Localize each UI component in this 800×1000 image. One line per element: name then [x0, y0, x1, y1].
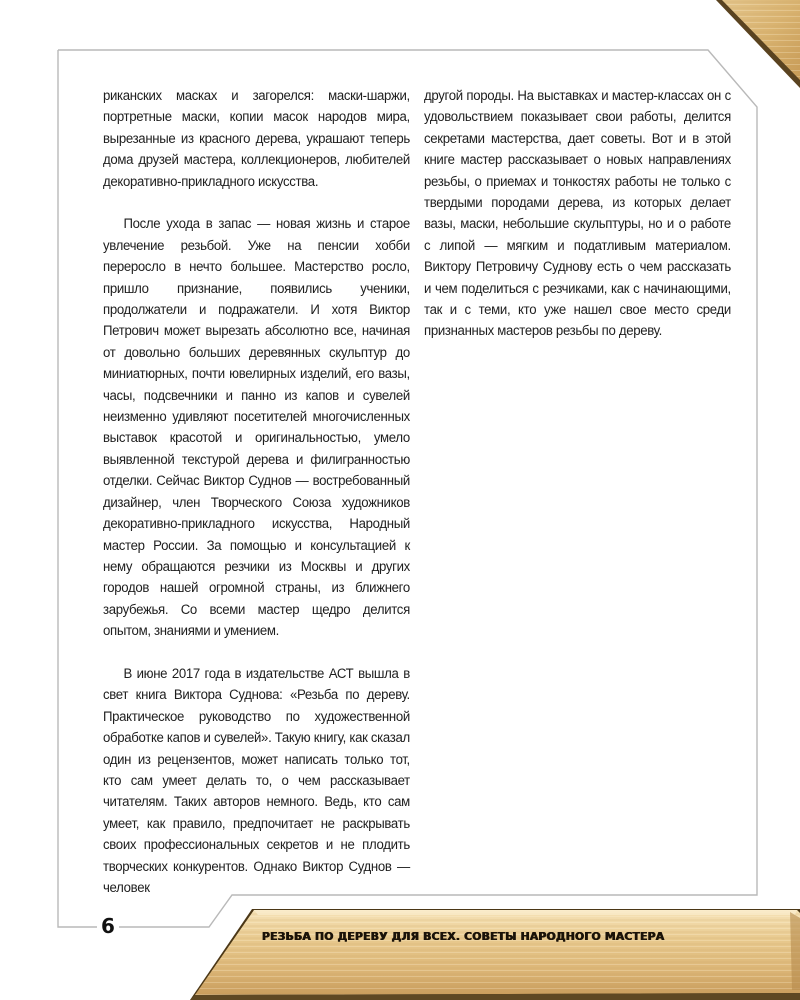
paragraph: другой породы. На выставках и мастер-классах он с удовольствием показывает свои работы, делится секретами мастерства, дает советы. Вот и в этой книге мастер рассказывает о новых направлениях резьбы, о приемах и тонкостях работы не только с твердыми породами дерева, из которых делает вазы, маски, небольшие скульптуры, но и о работе с липой — мягким и податливым материалом. Виктору Петровичу Суднову есть о чем рассказать и чем поделиться с резчиками, как с начинающими, так и с теми, кто уже нашел свое место среди признанных мастеров резьбы по дереву.: [424, 88, 731, 340]
wood-plank-footer-icon: [190, 909, 800, 1000]
text-column-left: [103, 86, 410, 899]
paragraph: риканских масках и загорелся: маски-шаржи, портретные маски, копии масок народов мира, вырезанные из красного дерева, украшают теперь дома друзей мастера, коллекционеров, любителей декоративно-прикладного искусства.: [103, 88, 410, 190]
text-column-right: [424, 86, 731, 343]
paragraph: После ухода в запас — новая жизнь и старое увлечение резьбой. Уже на пенсии хобби переросло в нечто большее. Мастерство росло, пришло признание, появились ученики, продолжатели и подражатели. И хотя Виктор Петрович может вырезать абсолютно все, начиная от довольно больших деревянных скульптур до миниатюрных, почти ювелирных изделий, его вазы, часы, подсвечники и панно из капов и сувелей неизменно удивляют посетителей многочисленных выставок красотой и оригинальностью, умело выявленной текстурой дерева и филигранностью отделки. Сейчас Виктор Суднов — востребованный дизайнер, член Творческого Союза художников декоративно-прикладного искусства, Народный мастер России. За помощью и консультацией к нему обращаются резчики из Москвы и других городов нашей огромной страны, из ближнего зарубежья. Со всеми мастер щедро делится опытом, знаниями и умением.: [103, 216, 410, 640]
running-title: РЕЗЬБА ПО ДЕРЕВУ ДЛЯ ВСЕХ. СОВЕТЫ НАРОДНОГО МАСТЕРА: [262, 931, 665, 943]
paragraph: В июне 2017 года в издательстве АСТ вышла в свет книга Виктора Суднова: «Резьба по дереву. Практическое руководство по художественной обработке капов и сувелей». Такую книгу, как сказал один из рецензентов, может написать только тот, кто сам умеет делать то, о чем рассказывает читателям. Таких авторов немного. Ведь, кто сам умеет, как правило, предпочитает не раскрывать своих профессиональных секретов и не плодить творческих конкурентов. Однако Виктор Суднов — человек: [103, 665, 410, 896]
page-number: 6: [97, 914, 119, 938]
